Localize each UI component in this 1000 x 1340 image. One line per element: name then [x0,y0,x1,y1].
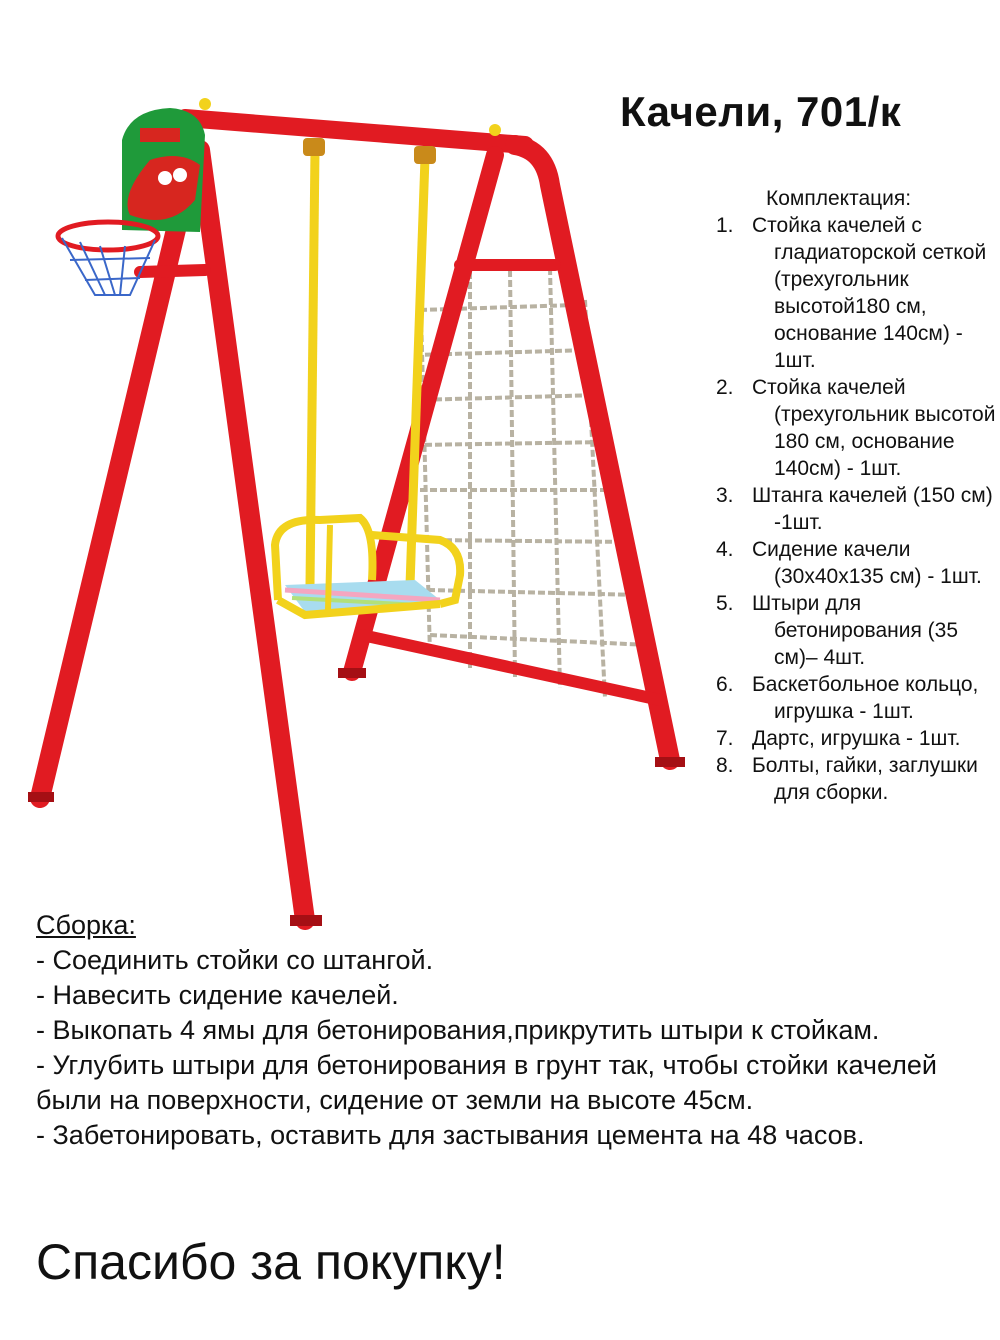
kit-item-text: Баскетбольное кольцо, игрушка - 1шт. [752,673,979,723]
kit-item [708,482,1000,536]
kit-item-text: Дартс, игрушка - 1шт. [752,727,961,750]
assembly-step: - Забетонировать, оставить для застывания цемента на 48 часов. [36,1120,865,1150]
kit-item-text: Стойка качелей с гладиаторской сеткой (трехугольник высотой180 см, основание 140см) - 1шт. [752,214,987,372]
kit-item-text: Болты, гайки, заглушки для сборки. [752,754,978,804]
frame-feet [28,668,685,926]
kit-item-number: 3. [716,484,734,507]
kit-contents [708,185,1000,806]
kit-item-number: 5. [716,592,734,615]
kit-item-number: 6. [716,673,734,696]
kit-item [708,725,1000,752]
kit-item-number: 1. [716,214,734,237]
kit-item [708,536,1000,590]
assembly-step: - Выкопать 4 ямы для бетонирования,прикрутить штыри к стойкам. [36,1015,880,1045]
kit-item [708,752,1000,806]
kit-item-text: Стойка качелей (трехугольник высотой 180 см, основание 140см) - 1шт. [752,376,996,480]
kit-list [708,212,1000,806]
assembly-step: - Соединить стойки со штангой. [36,945,434,975]
assembly-step: - Углубить штыри для бетонирования в грунт так, чтобы стойки качелей были на поверхности, сидение от земли на высоте 45см. [36,1050,937,1115]
thank-you-message: Спасибо за покупку! [36,1234,506,1290]
assembly-step: - Навесить сидение качелей. [36,980,399,1010]
kit-item [708,212,1000,374]
kit-item-text: Сидение качели (30х40х135 см) - 1шт. [752,538,982,588]
kit-item-text: Штанга качелей (150 см) -1шт. [752,484,993,534]
kit-item-number: 2. [716,376,734,399]
kit-item-number: 7. [716,727,734,750]
kit-item-number: 8. [716,754,734,777]
kit-item [708,671,1000,725]
kit-item-text: Штыри для бетонирования (35 см)– 4шт. [752,592,959,669]
product-title: Качели, 701/к [620,88,902,135]
assembly-heading: Сборка: [36,910,136,940]
kit-item [708,590,1000,671]
kit-item [708,374,1000,482]
kit-heading: Комплектация: [766,187,912,210]
assembly-instructions [36,908,1000,1153]
kit-item-number: 4. [716,538,734,561]
